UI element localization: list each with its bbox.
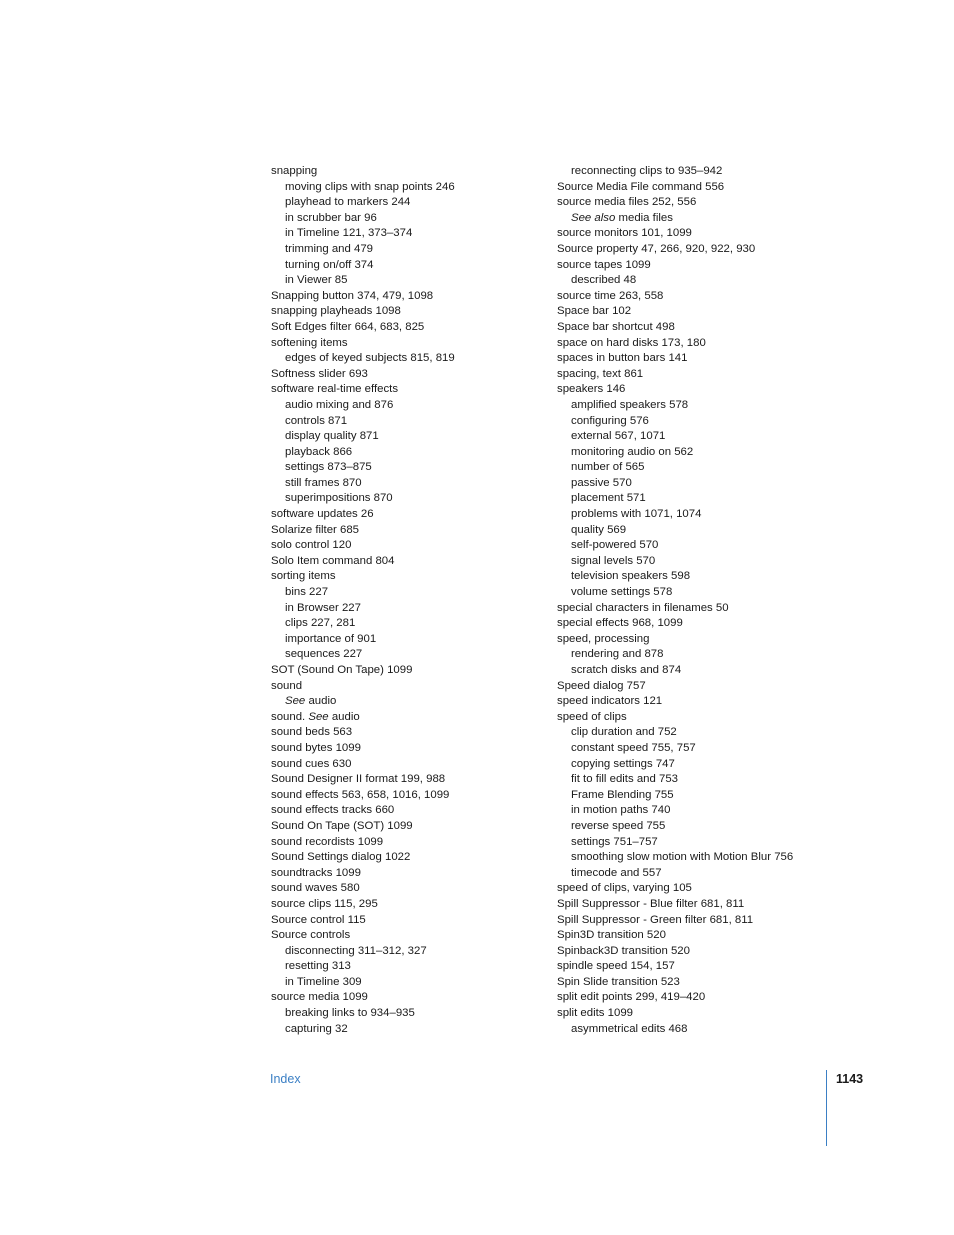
index-subentry: configuring 576: [571, 414, 649, 427]
index-entry: snapping: [271, 165, 318, 177]
index-entry: Sound Settings dialog 1022: [271, 851, 411, 864]
cross-reference-label: See: [285, 695, 306, 708]
footer-section-label[interactable]: Index: [270, 1072, 301, 1086]
cross-reference-target: audio: [305, 695, 337, 708]
index-subentry: clip duration and 752: [571, 726, 677, 739]
index-entry: split edits 1099: [557, 1007, 633, 1020]
index-entry: split edit points 299, 419–420: [557, 991, 706, 1004]
index-subentry: self-powered 570: [571, 539, 659, 552]
cross-reference-target: audio: [328, 710, 360, 723]
index-subentry: asymmetrical edits 468: [571, 1022, 688, 1035]
index-entry: Spill Suppressor - Green filter 681, 811: [557, 913, 754, 926]
index-entry: sound effects 563, 658, 1016, 1099: [271, 788, 450, 801]
footer-divider: [826, 1070, 827, 1146]
index-subentry: in motion paths 740: [571, 804, 671, 817]
index-entry-term: sound.: [271, 710, 309, 723]
index-entry: space on hard disks 173, 180: [557, 336, 706, 349]
index-subentry: trimming and 479: [285, 242, 374, 255]
index-subentry: playback 866: [285, 445, 353, 458]
index-entry: Space bar shortcut 498: [557, 320, 675, 333]
index-subentry: reverse speed 755: [571, 819, 666, 832]
index-entry: Solo Item command 804: [271, 554, 395, 567]
index-subentry: [557, 211, 847, 227]
index-entry: Solarize filter 685: [271, 523, 360, 536]
index-entry: speed, processing: [557, 632, 650, 645]
cross-reference-label: See: [308, 710, 329, 723]
index-subentry: passive 570: [571, 476, 632, 489]
index-subentry: settings 873–875: [285, 461, 372, 474]
index-subentry: described 48: [571, 274, 637, 287]
index-entry: Source Media File command 556: [557, 180, 725, 193]
index-entry: [271, 710, 541, 726]
index-entry: soundtracks 1099: [271, 866, 361, 879]
index-subentry: sequences 227: [285, 648, 363, 661]
index-column-left: [271, 164, 541, 1037]
index-entry: Spinback3D transition 520: [557, 944, 690, 957]
index-subentry: edges of keyed subjects 815, 819: [285, 352, 455, 365]
index-subentry: volume settings 578: [571, 586, 673, 599]
index-subentry: fit to fill edits and 753: [571, 773, 679, 786]
index-subentry: importance of 901: [285, 632, 377, 645]
index-entry: sound bytes 1099: [271, 741, 361, 754]
index-entry: Spin Slide transition 523: [557, 975, 680, 988]
index-entry: Softness slider 693: [271, 367, 368, 380]
index-entry: Spill Suppressor - Blue filter 681, 811: [557, 897, 745, 910]
cross-reference-label: See also: [571, 211, 616, 224]
index-subentry: smoothing slow motion with Motion Blur 756: [571, 851, 794, 864]
index-subentry: settings 751–757: [571, 835, 658, 848]
cross-reference-target: media files: [615, 211, 673, 224]
index-subentry: clips 227, 281: [285, 617, 356, 630]
index-entry: source monitors 101, 1099: [557, 227, 692, 240]
index-entry: solo control 120: [271, 539, 352, 552]
index-entry: Spin3D transition 520: [557, 929, 666, 942]
index-entry: speed of clips, varying 105: [557, 882, 692, 895]
index-subentry: Frame Blending 755: [571, 788, 674, 801]
index-entry: sound cues 630: [271, 757, 352, 770]
index-subentry: placement 571: [571, 492, 646, 505]
index-subentry: copying settings 747: [571, 757, 675, 770]
index-subentry: number of 565: [571, 461, 645, 474]
index-entry: special effects 968, 1099: [557, 617, 683, 630]
index-subentry: bins 227: [285, 586, 329, 599]
index-entry: Source control 115: [271, 913, 366, 926]
index-entry: Source controls: [271, 929, 351, 942]
index-entry: special characters in filenames 50: [557, 601, 729, 614]
index-entry: source time 263, 558: [557, 289, 664, 302]
index-entry: sound effects tracks 660: [271, 804, 395, 817]
index-entry: Sound Designer II format 199, 988: [271, 773, 446, 786]
index-subentry: display quality 871: [285, 430, 379, 443]
index-subentry: breaking links to 934–935: [285, 1007, 415, 1020]
index-subentry: playhead to markers 244: [285, 196, 411, 209]
index-entry: Source property 47, 266, 920, 922, 930: [557, 242, 756, 255]
index-entry: spindle speed 154, 157: [557, 960, 675, 973]
index-subentry: signal levels 570: [571, 554, 656, 567]
index-entry: sound beds 563: [271, 726, 353, 739]
index-subentry: timecode and 557: [571, 866, 662, 879]
index-subentry: rendering and 878: [571, 648, 664, 661]
index-entry: source clips 115, 295: [271, 897, 378, 910]
index-entry: SOT (Sound On Tape) 1099: [271, 664, 413, 676]
index-entry: Sound On Tape (SOT) 1099: [271, 819, 413, 832]
index-subentry: in scrubber bar 96: [285, 211, 377, 224]
index-entry: Space bar 102: [557, 305, 632, 318]
index-entry: software updates 26: [271, 508, 374, 521]
index-entry: source tapes 1099: [557, 258, 651, 271]
index-subentry: disconnecting 311–312, 327: [285, 944, 427, 957]
index-subentry: resetting 313: [285, 960, 351, 973]
index-subentry: in Timeline 309: [285, 975, 362, 988]
index-subentry: superimpositions 870: [285, 492, 393, 505]
index-subentry: amplified speakers 578: [571, 398, 689, 411]
index-entry: speed indicators 121: [557, 695, 663, 708]
index-entry: sound recordists 1099: [271, 835, 384, 848]
index-subentry: moving clips with snap points 246: [285, 180, 455, 193]
index-subentry: constant speed 755, 757: [571, 741, 696, 754]
index-subentry: monitoring audio on 562: [571, 445, 694, 458]
index-subentry: in Timeline 121, 373–374: [285, 227, 413, 240]
index-subentry: audio mixing and 876: [285, 398, 394, 411]
index-subentry: still frames 870: [285, 476, 362, 489]
index-entry: sorting items: [271, 570, 336, 583]
page-number: 1143: [836, 1072, 864, 1086]
index-entry: sound waves 580: [271, 882, 360, 895]
index-subentry: controls 871: [285, 414, 348, 427]
index-subentry: scratch disks and 874: [571, 664, 682, 676]
index-entry: snapping playheads 1098: [271, 305, 401, 318]
index-entry: speakers 146: [557, 383, 626, 396]
index-entry: source media 1099: [271, 991, 368, 1004]
index-entry: softening items: [271, 336, 348, 349]
index-entry: source media files 252, 556: [557, 196, 697, 209]
index-entry: sound: [271, 679, 303, 692]
index-subentry: in Viewer 85: [285, 274, 348, 287]
index-entry: spaces in button bars 141: [557, 352, 688, 365]
index-entry: Speed dialog 757: [557, 679, 646, 692]
index-subentry: [271, 694, 541, 710]
index-subentry: quality 569: [571, 523, 627, 536]
index-subentry: problems with 1071, 1074: [571, 508, 702, 521]
index-column-right: [557, 164, 847, 1037]
index-entry: speed of clips: [557, 710, 627, 723]
index-subentry: external 567, 1071: [571, 430, 666, 443]
index-subentry: television speakers 598: [571, 570, 691, 583]
index-subentry: reconnecting clips to 935–942: [571, 165, 723, 177]
index-entry: spacing, text 861: [557, 367, 644, 380]
index-entry: Soft Edges filter 664, 683, 825: [271, 320, 425, 333]
index-entry: Snapping button 374, 479, 1098: [271, 289, 434, 302]
index-entry: software real-time effects: [271, 383, 399, 396]
index-subentry: in Browser 227: [285, 601, 361, 614]
index-subentry: turning on/off 374: [285, 258, 374, 271]
index-subentry: capturing 32: [285, 1022, 348, 1035]
